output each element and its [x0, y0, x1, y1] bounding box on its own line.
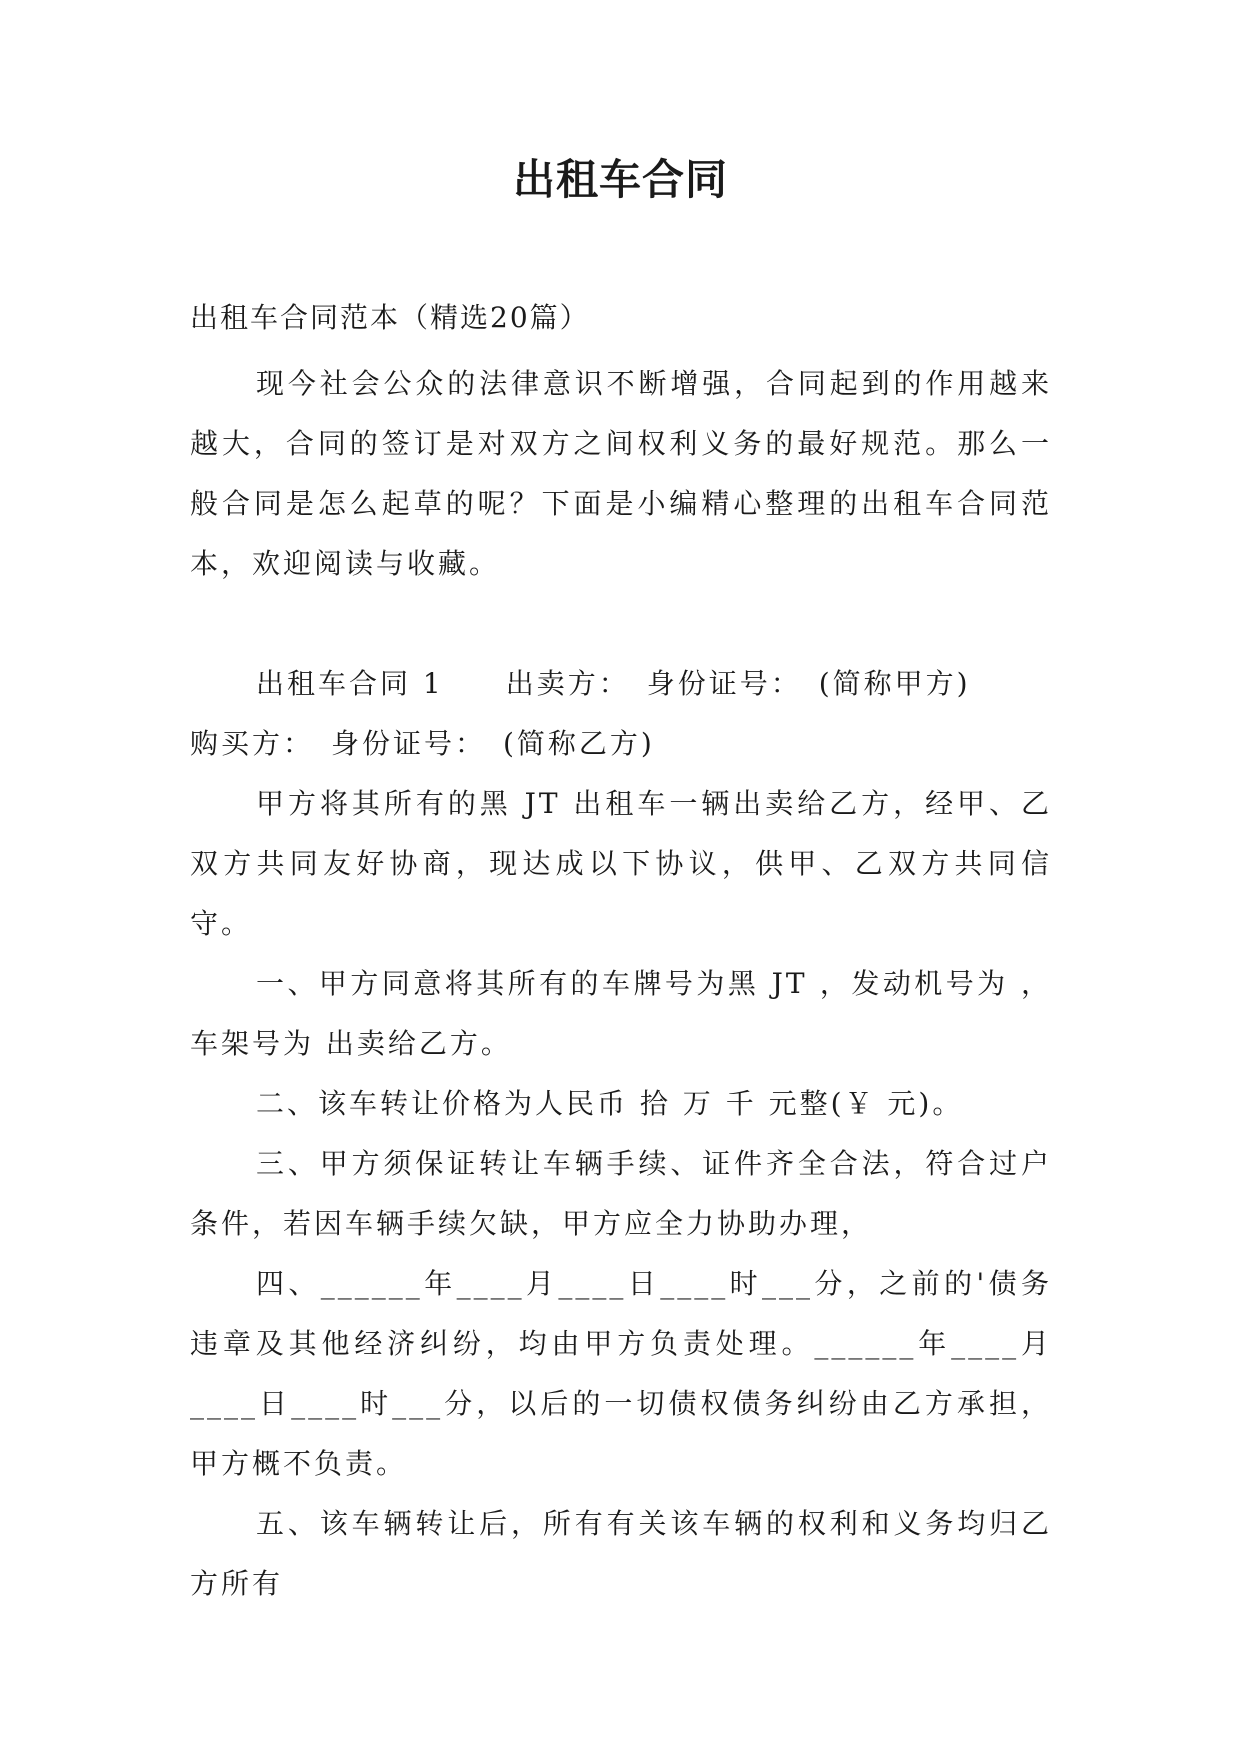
subtitle: 出租车合同范本（精选20篇） — [190, 301, 590, 334]
contract-heading: 出租车合同 1 出卖方： 身份证号： (简称甲方) — [256, 667, 971, 700]
intro-paragraph: 现今社会公众的法律意识不断增强，合同起到的作用越来越大，合同的签订是对双方之间权利义务的最好规范。那么一般合同是怎么起草的呢？下面是小编精心整理的出租车合同范本，欢迎阅读与收藏。 — [190, 367, 1052, 580]
section-gap — [190, 594, 1052, 654]
clause-1: 一、甲方同意将其所有的车牌号为黑 JT ，发动机号为 ，车架号为 出卖给乙方。 — [190, 967, 1052, 1060]
buyer-line: 购买方： 身份证号： (简称乙方) — [190, 727, 655, 760]
document-body — [190, 288, 1052, 1614]
preamble-paragraph: 甲方将其所有的黑 JT 出租车一辆出卖给乙方，经甲、乙双方共同友好协商，现达成以下协议，供甲、乙双方共同信守。 — [190, 787, 1052, 940]
clause-3: 三、甲方须保证转让车辆手续、证件齐全合法，符合过户条件，若因车辆手续欠缺，甲方应全力协助办理， — [190, 1147, 1052, 1240]
clause-2: 二、该车转让价格为人民币 拾 万 千 元整(￥ 元)。 — [256, 1087, 964, 1120]
clause-5: 五、该车辆转让后，所有有关该车辆的权利和义务均归乙方所有 — [190, 1507, 1052, 1600]
document-title: 出租车合同 — [512, 155, 728, 204]
clause-4: 四、______年____月____日____时___分，之前的'债务违章及其他经济纠纷，均由甲方负责处理。______年____月____日____时___分，以后的一切债权债务纠纷由乙方承担，甲方概不负责。 — [190, 1267, 1052, 1480]
